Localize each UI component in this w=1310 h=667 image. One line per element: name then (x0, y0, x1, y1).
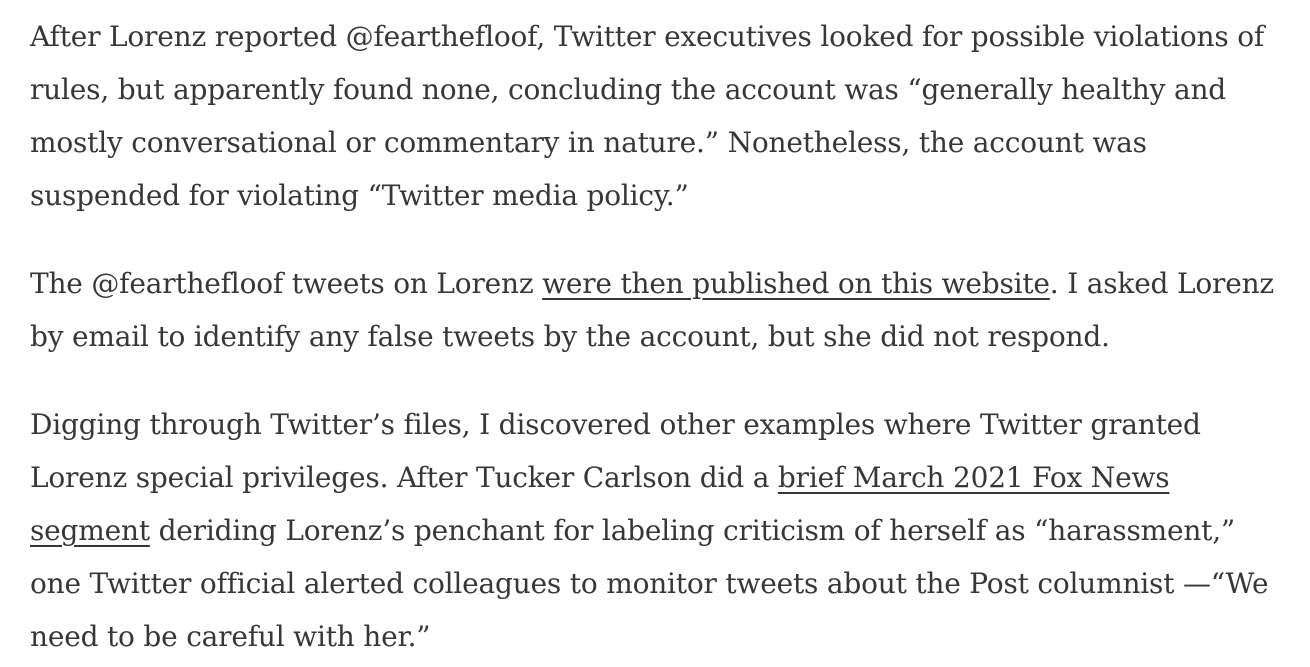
paragraph-1-text: After Lorenz reported @fearthefloof, Twitter executives looked for possible violations of rules, but apparently found none, concluding the account was “generally healthy and mostly conversational or commentary in nature.” Nonetheless, the account was suspended for violating “Twitter media policy.” (30, 20, 1265, 212)
published-website-link[interactable]: were then published on this website (542, 267, 1050, 300)
paragraph-1 (30, 10, 1290, 222)
paragraph-3-text-after: deriding Lorenz’s penchant for labeling criticism of herself as “harassment,” one Twitter official alerted colleagues to monitor tweets about the Post columnist —“We need to be careful with her.” (30, 514, 1269, 653)
paragraph-2-text-before: The @fearthefloof tweets on Lorenz (30, 267, 543, 300)
paragraph-3-text-before: Digging through Twitter’s files, I discovered other examples where Twitter granted Lorenz special privileges. After Tucker Carlson did a (30, 408, 1201, 494)
paragraph-3 (30, 398, 1290, 663)
paragraph-2-text-after: . I asked Lorenz by email to identify any false tweets by the account, but she did not respond. (30, 267, 1274, 353)
fox-news-segment-link[interactable]: brief March 2021 Fox News segment (30, 461, 1170, 547)
paragraph-2 (30, 257, 1290, 363)
